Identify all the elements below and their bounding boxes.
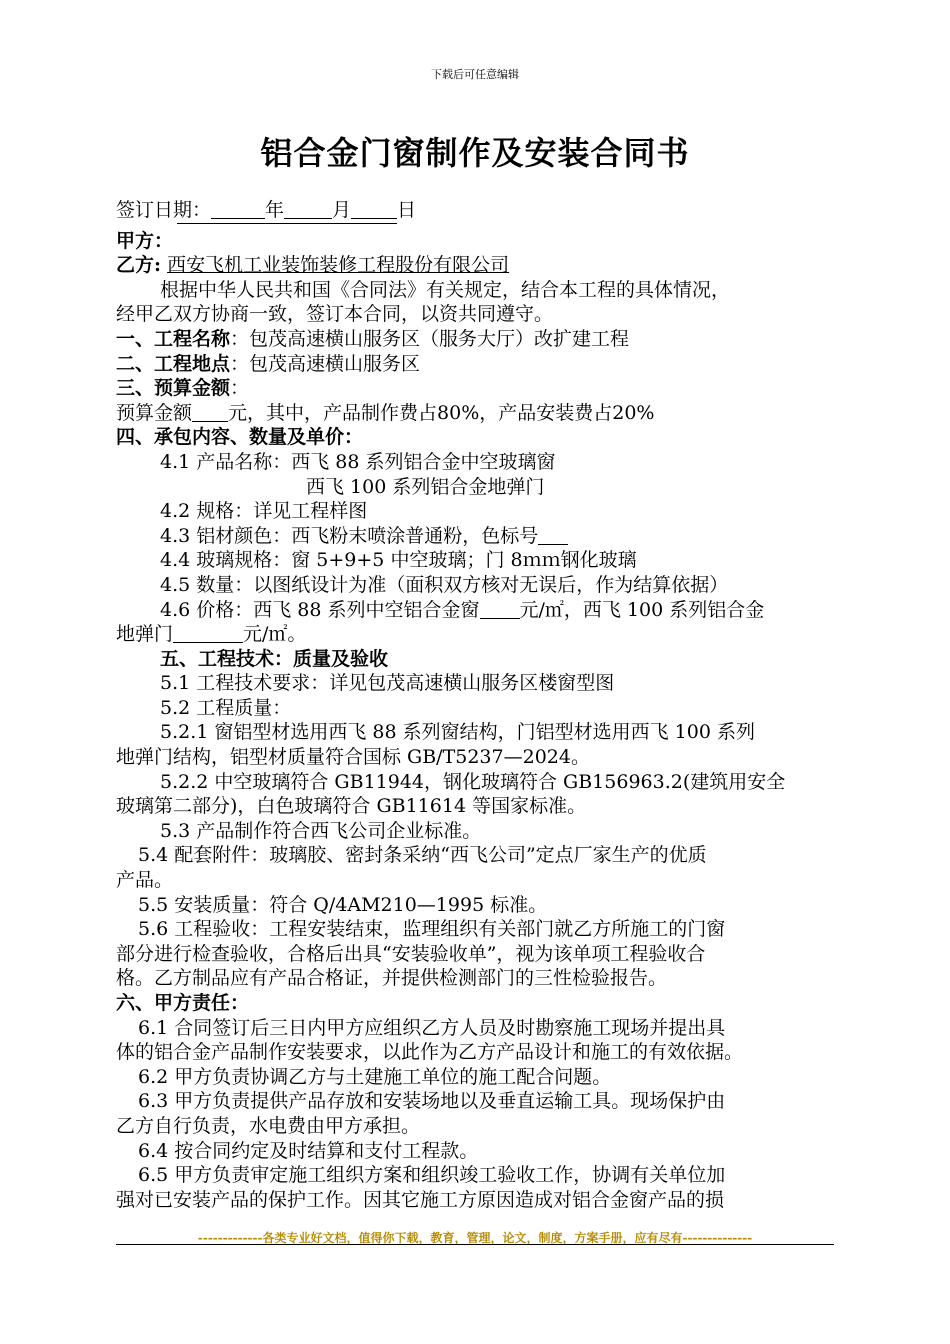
clause-4-5: 4.5 数量：以图纸设计为准（面积双方核对无误后，作为结算依据） xyxy=(160,573,729,596)
party-a-line xyxy=(116,223,841,254)
header-note: 下载后可任意编辑 xyxy=(431,68,519,81)
section-4-label: 四、承包内容、数量及单价： xyxy=(116,426,364,449)
clause-5-4: 5.4 配套附件：玻璃胶、密封条采纳“西飞公司”定点厂家生产的优质 xyxy=(138,844,707,867)
clause-4-6-text-b: 元/㎡，西飞 100 系列铝合金 xyxy=(519,598,765,621)
day-blank xyxy=(351,200,397,219)
clause-5-3: 5.3 产品制作符合西飞公司企业标准。 xyxy=(160,819,482,842)
party-a-label: 甲方： xyxy=(116,229,174,252)
clause-6-5-cont: 强对已安装产品的保护工作。因其它施工方原因造成对铝合金窗产品的损 xyxy=(116,1188,725,1211)
section-2-value: ：包茂高速横山服务区 xyxy=(230,352,421,375)
section-1 xyxy=(116,327,841,352)
sign-date-line xyxy=(116,198,841,223)
document-title: 铝合金门窗制作及安装合同书 xyxy=(260,134,690,172)
clause-4-2: 4.2 规格：详见工程样图 xyxy=(160,500,368,523)
clause-6-1-cont: 体的铝合金产品制作安装要求，以此作为乙方产品设计和施工的有效依据。 xyxy=(116,1041,744,1064)
party-b-label: 乙方: xyxy=(116,254,162,277)
budget-label: 预算金额 xyxy=(116,401,193,424)
year-blank xyxy=(211,200,265,219)
section-3-label: 三、预算金额 xyxy=(116,377,231,400)
intro-line-1: 根据中华人民共和国《合同法》有关规定，结合本工程的具体情况， xyxy=(160,278,731,301)
clause-4-3 xyxy=(116,524,841,549)
clause-5-6: 5.6 工程验收：工程安装结束，监理组织有关部门就乙方所施工的门窗 xyxy=(138,918,726,941)
clause-5-6-cont-1: 部分进行检查验收，合格后出具“安装验收单”，视为该单项工程验收合 xyxy=(116,942,706,965)
clause-6-5: 6.5 甲方负责审定施工组织方案和组织竣工验收工作，协调有关单位加 xyxy=(138,1164,726,1187)
budget-text: 元，其中，产品制作费占80%，产品安装费占20% xyxy=(228,401,655,424)
section-2-label: 二、工程地点 xyxy=(116,352,231,375)
section-3-colon: ： xyxy=(230,377,250,400)
clause-6-3-cont: 乙方自行负责，水电费由甲方承担。 xyxy=(116,1114,421,1137)
section-1-label: 一、工程名称 xyxy=(116,327,231,350)
clause-4-6-text-a: 4.6 价格：西飞 88 系列中空铝合金窗 xyxy=(160,598,480,621)
footer-banner: -------------各类专业好文档，值得你下载，教育，管理，论文，制度，方案手册，应有尽有-------------- xyxy=(197,1231,753,1245)
clause-6-2: 6.2 甲方负责协调乙方与土建施工单位的施工配合问题。 xyxy=(138,1065,612,1088)
clause-4-3-text: 4.3 铝材颜色：西飞粉末喷涂普通粉，色标号 xyxy=(160,524,539,547)
section-3 xyxy=(116,376,841,401)
clause-5-5: 5.5 安装质量：符合 Q/4AM210—1995 标准。 xyxy=(138,893,548,916)
clause-5-2-1-cont: 地弹门结构，铝型材质量符合国标 GB/T5237—2024。 xyxy=(116,746,590,769)
clause-4-6 xyxy=(116,598,841,623)
budget-blank xyxy=(192,403,228,422)
clause-5-2-2-cont: 玻璃第二部分)，白色玻璃符合 GB11614 等国家标准。 xyxy=(116,795,587,818)
clause-4-4: 4.4 玻璃规格：窗 5+9+5 中空玻璃；门 8ｍｍ钢化玻璃 xyxy=(160,549,637,572)
contract-body xyxy=(116,198,841,1212)
party-b-line xyxy=(116,253,841,278)
clause-5-2-1: 5.2.1 窗铝型材选用西飞 88 系列窗结构，门铝型材选用西飞 100 系列 xyxy=(160,721,755,744)
sign-date-label: 签订日期： xyxy=(116,199,212,221)
clause-6-1: 6.1 合同签订后三日内甲方应组织乙方人员及时勘察施工现场并提出具 xyxy=(138,1016,726,1039)
color-code-blank xyxy=(538,526,568,545)
clause-6-3: 6.3 甲方负责提供产品存放和安装场地以及垂直运输工具。现场保护由 xyxy=(138,1090,726,1113)
budget-line xyxy=(116,401,841,426)
month-label: 月 xyxy=(332,199,352,221)
window-price-blank xyxy=(480,600,520,619)
section-1-value: ：包茂高速横山服务区（服务大厅）改扩建工程 xyxy=(230,327,630,350)
clause-5-4-cont: 产品。 xyxy=(116,869,174,892)
intro-line-2: 经甲乙双方协商一致，签订本合同，以资共同遵守。 xyxy=(116,303,554,326)
clause-5-1: 5.1 工程技术要求：详见包茂高速横山服务区楼窗型图 xyxy=(160,672,615,695)
section-5-label: 五、工程技术：质量及验收 xyxy=(160,647,389,670)
clause-5-6-cont-2: 格。乙方制品应有产品合格证，并提供检测部门的三性检验报告。 xyxy=(116,967,668,990)
clause-4-1: 4.1 产品名称：西飞 88 系列铝合金中空玻璃窗 xyxy=(160,450,556,473)
clause-4-6-cont xyxy=(116,622,841,647)
clause-5-2-2: 5.2.2 中空玻璃符合 GB11944，钢化玻璃符合 GB156963.2(建筑用安全 xyxy=(160,770,786,793)
section-6-label: 六、甲方责任： xyxy=(116,992,250,1014)
year-label: 年 xyxy=(265,199,285,221)
day-label: 日 xyxy=(397,199,417,221)
party-b-name: 西安飞机工业装饰装修工程股份有限公司 xyxy=(167,254,510,277)
door-price-blank xyxy=(173,624,243,643)
clause-5-2: 5.2 工程质量： xyxy=(160,696,292,719)
footer-rule xyxy=(116,1244,834,1245)
month-blank xyxy=(284,200,332,219)
clause-4-6-text-c: 地弹门 xyxy=(116,623,174,646)
clause-4-6-text-d: 元/㎡。 xyxy=(243,623,307,646)
party-a-blank xyxy=(177,223,397,225)
clause-4-1-b: 西飞 100 系列铝合金地弹门 xyxy=(306,475,545,498)
clause-6-4: 6.4 按合同约定及时结算和支付工程款。 xyxy=(138,1139,479,1162)
section-2 xyxy=(116,352,841,377)
